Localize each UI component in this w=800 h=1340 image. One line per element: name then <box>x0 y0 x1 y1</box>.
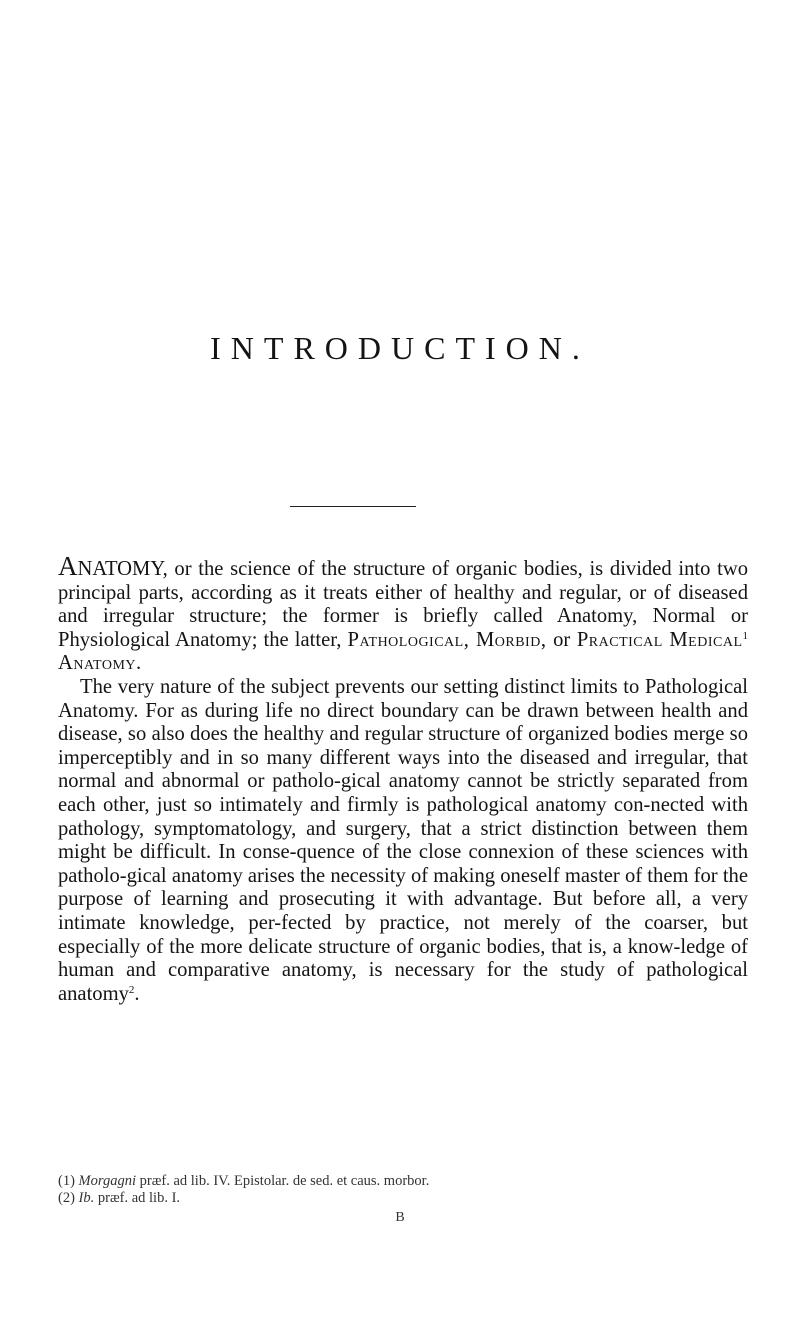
signature-mark: B <box>395 1210 405 1225</box>
paragraph-1 <box>58 551 749 676</box>
paragraph-2 <box>58 676 748 1006</box>
small-caps-terms-b: Practical Medical <box>570 628 743 651</box>
footnote-ref-2[interactable]: 2 <box>128 983 135 996</box>
footnote-marker: (2) <box>58 1190 75 1206</box>
footnote-text: præf. ad lib. I. <box>97 1190 181 1206</box>
small-caps-terms-a: Pathological, Morbid, <box>347 628 554 651</box>
footnote-marker: (1) <box>58 1173 75 1189</box>
paragraph-1-text: , or the science of the structure of organic bodies, is divided into two principal parts, according as it treats either of healthy and regular, or of diseased and irregular structure; the former is briefly called Anatomy, Normal or Physiological Anatomy; the latter, <box>58 558 748 651</box>
chapter-heading: INTRODUCTION. <box>210 330 590 366</box>
heading-rule <box>290 506 416 507</box>
footnote-author: Ib. <box>78 1190 95 1206</box>
body-text <box>58 551 749 1006</box>
footnote-text: præf. ad lib. IV. Epistolar. de sed. et caus. morbor. <box>139 1173 430 1189</box>
dropcap-letter: A <box>58 551 78 581</box>
footnote-ref-1[interactable]: 1 <box>742 629 749 642</box>
caps-word: NATOMY <box>77 558 163 580</box>
paragraph-2-text: The very nature of the subject prevents our setting distinct limits to Pathological Anatomy. For as during life no direct boundary can be drawn between health and disease, so also does the healthy and regular structure of organized bodies merge so imperceptibly and in so many different ways into the diseased and irregular, that normal and abnormal or patholo-gical anatomy cannot be strictly separated from each other, just so intimately and firmly is pathological anatomy con-nected with pathology, symptomatology, and surgery, that a strict distinction between them might be difficult. In conse-quence of the close connexion of these sciences with patholo-gical anatomy arises the necessity of making oneself master of them for the purpose of learning and prosecuting it with advantage. But before all, a very intimate knowledge, per-fected by practice, not merely of the coarser, but especially of the more delicate structure of organic bodies, that is, a know-ledge of human and comparative anatomy, is necessary for the study of pathological anatomy <box>58 675 748 1005</box>
footnotes <box>58 1173 758 1207</box>
or-word: or <box>553 628 571 651</box>
footnote-2 <box>58 1190 758 1207</box>
small-caps-terms-c: Anatomy. <box>58 652 142 675</box>
footnote-1 <box>58 1173 758 1190</box>
paragraph-2-end: . <box>134 982 140 1005</box>
footnote-author: Morgagni <box>78 1173 137 1189</box>
